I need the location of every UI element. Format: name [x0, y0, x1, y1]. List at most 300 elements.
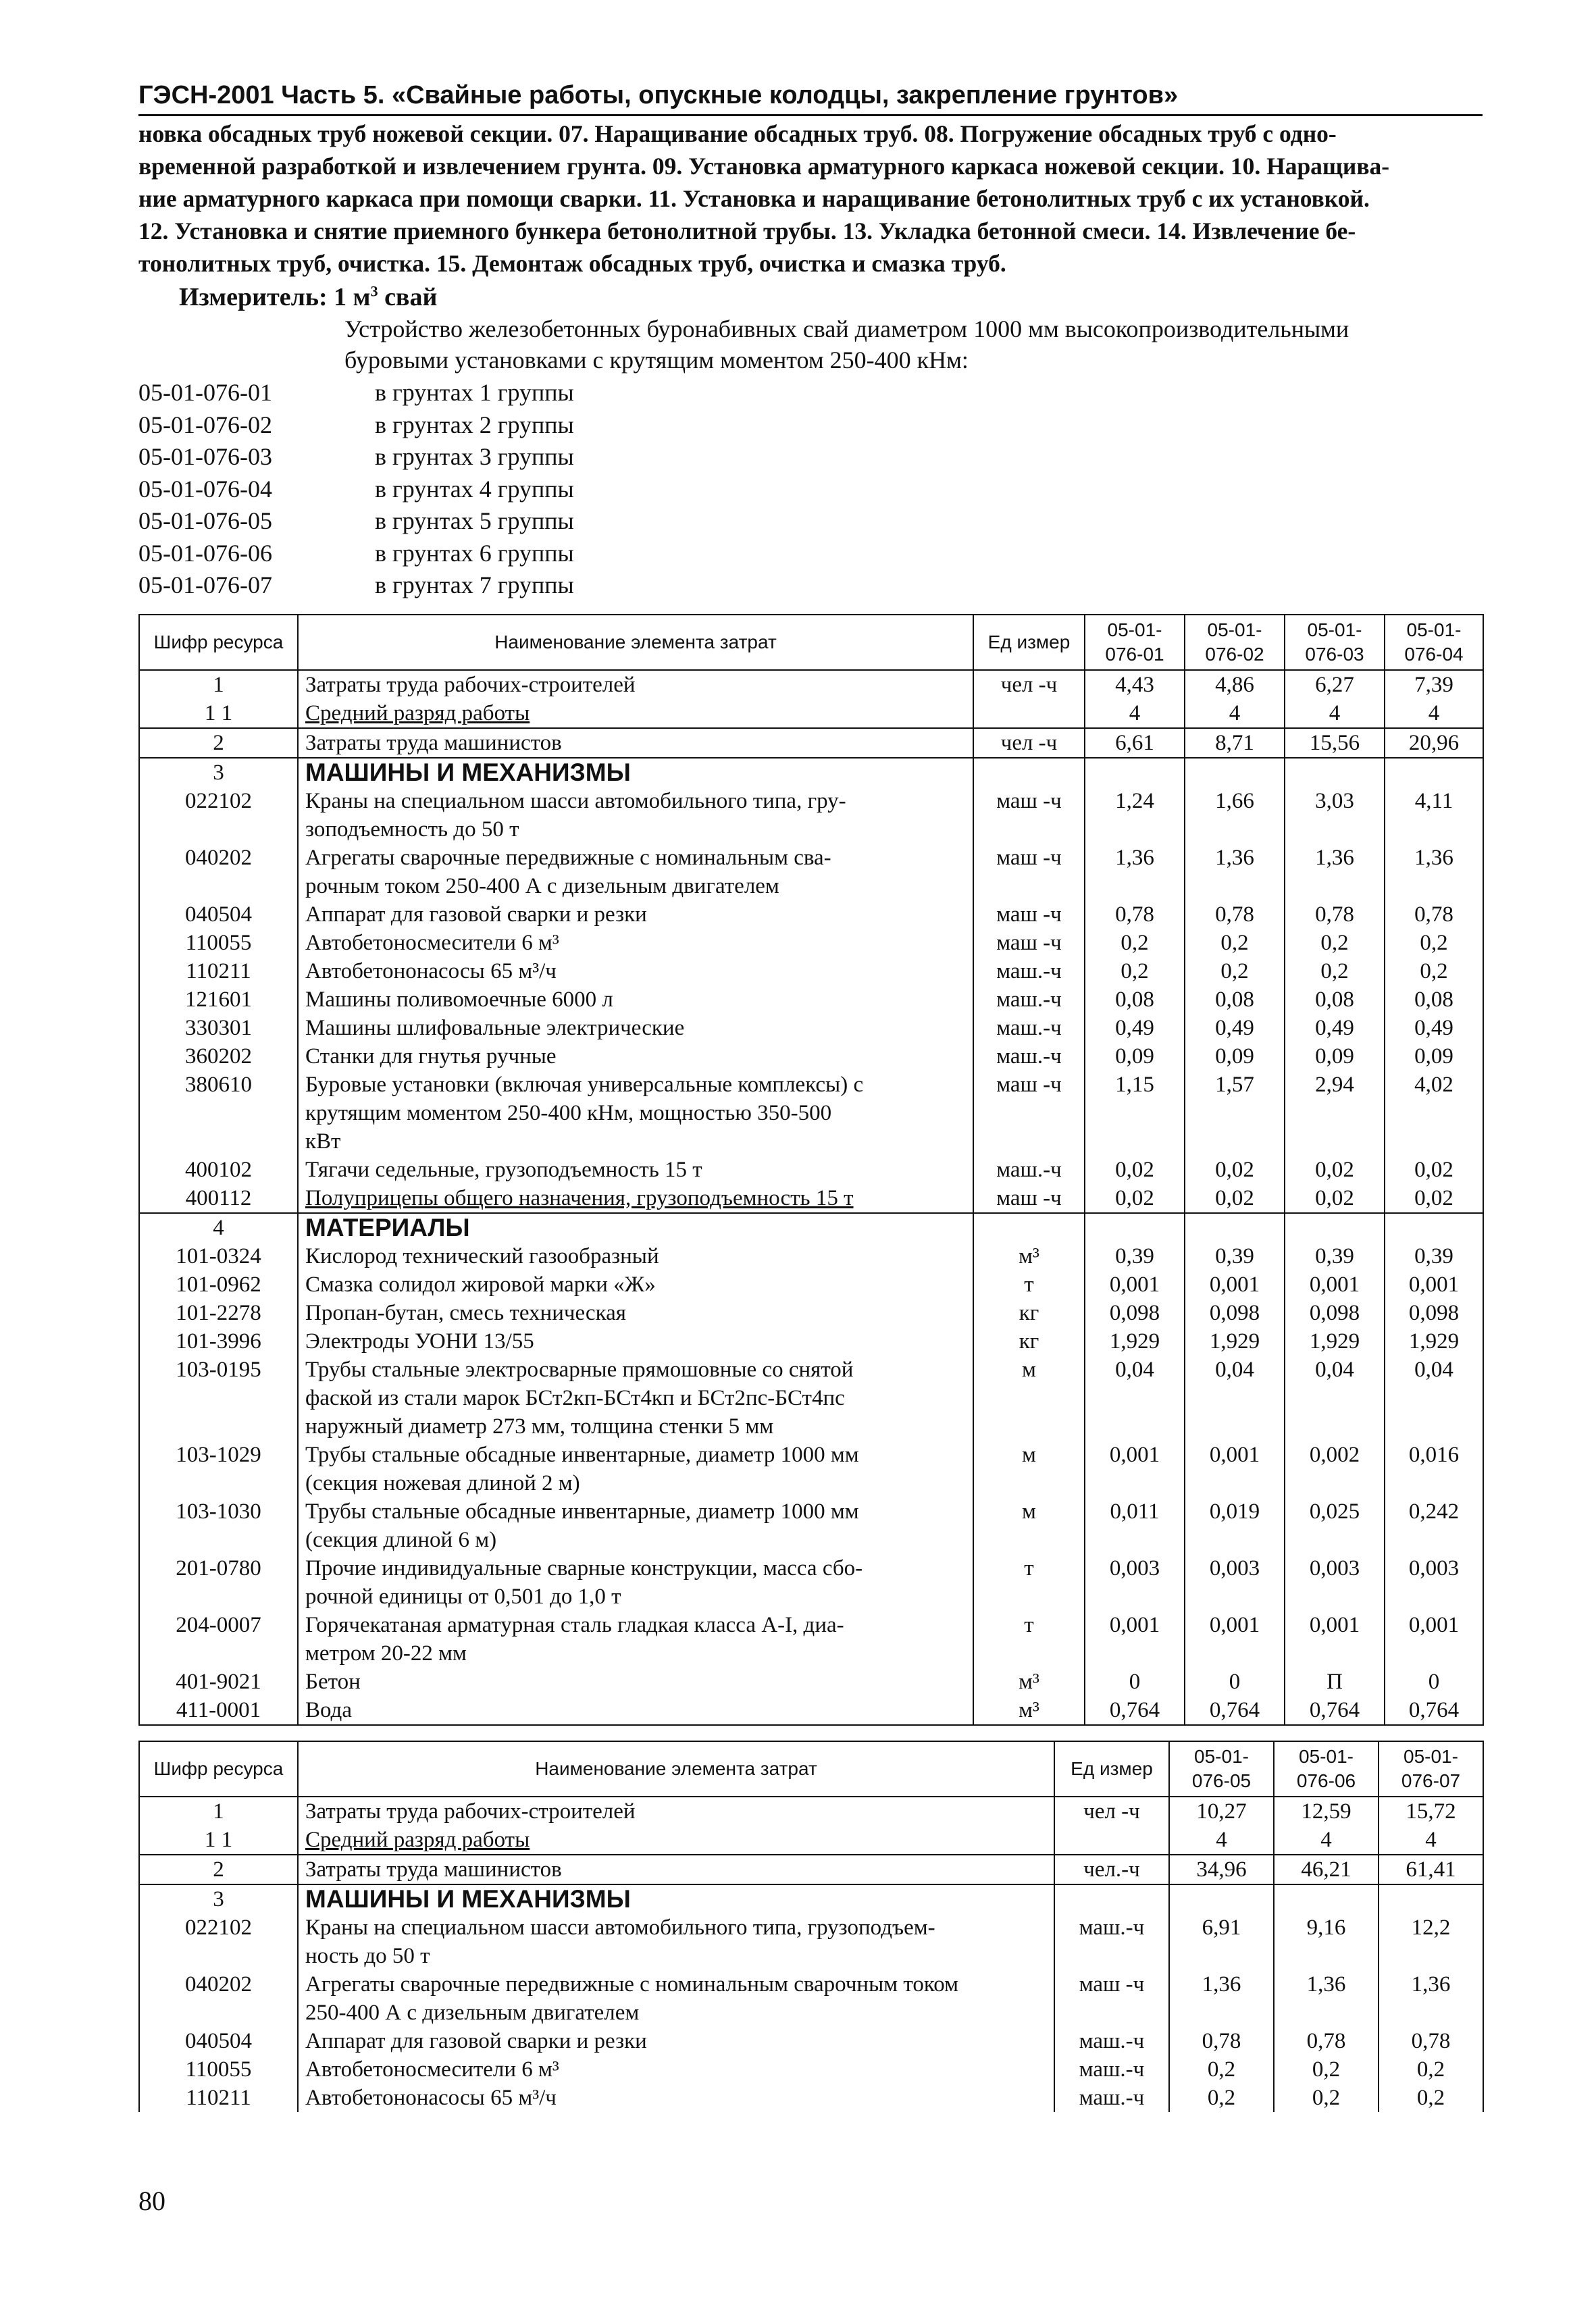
resource-value: 0,2: [1169, 2084, 1274, 2112]
table-row: [139, 670, 1483, 699]
table-row: [139, 1327, 1483, 1356]
table-row: [139, 2027, 1483, 2055]
resource-name-line: наружный диаметр 273 мм, толщина стенки 5 мм: [305, 1414, 774, 1439]
resource-value: 0,764: [1385, 1696, 1483, 1725]
resource-name-line: метром 20-22 мм: [305, 1641, 467, 1666]
variant-code: 05-01-076-01: [138, 379, 272, 406]
resource-code: 022102: [139, 787, 298, 844]
col-header-line: 05-01-: [1107, 619, 1162, 640]
resource-unit: маш -ч: [973, 1071, 1085, 1156]
resource-value: 4: [1274, 1826, 1379, 1855]
resource-name: [298, 1014, 973, 1042]
resource-unit: маш.-ч: [1054, 2055, 1169, 2084]
resource-value: 0,02: [1185, 1184, 1285, 1213]
resource-code: 101-0962: [139, 1270, 298, 1299]
resource-code: 1 1: [139, 1826, 298, 1855]
resource-name: [298, 2084, 1054, 2112]
resource-value: 0,78: [1085, 900, 1185, 929]
resource-name-line: крутящим моментом 250-400 кНм, мощностью 350-500: [305, 1100, 832, 1125]
intro-line: 12. Установка и снятие приемного бункера бетонолитной трубы. 13. Укладка бетонной смеси. 14. Извлечение бе-: [138, 217, 1356, 245]
resource-name-line: Машины шлифовальные электрические: [305, 1015, 685, 1040]
resource-value: 0,2: [1185, 957, 1285, 985]
resource-name: [298, 1884, 1054, 1913]
resource-unit: [1054, 1826, 1169, 1855]
variant-code: 05-01-076-06: [138, 539, 272, 567]
resource-value: 0,02: [1285, 1156, 1385, 1184]
variant-row: [138, 569, 1483, 602]
resource-code: 040202: [139, 1970, 298, 2027]
resource-value: [1285, 758, 1385, 787]
resource-value: 0,001: [1185, 1270, 1285, 1299]
header-row: [139, 1741, 1483, 1797]
resource-name-line: Автобетононасосы 65 м³/ч: [305, 958, 557, 983]
col-header-line: 076-01: [1105, 643, 1164, 665]
table-row: [139, 1797, 1483, 1826]
resource-value: [1274, 1884, 1379, 1913]
table-row: [139, 1184, 1483, 1213]
table-row: [139, 929, 1483, 957]
col-header-variant: [1169, 1741, 1274, 1797]
resource-name: [298, 1071, 973, 1156]
intro-line: новка обсадных труб ножевой секции. 07. Наращивание обсадных труб. 08. Погружение обсадных труб с одно-: [138, 120, 1337, 147]
variant-row: [138, 409, 1483, 442]
col-header-unit: Ед измер: [973, 615, 1085, 670]
resource-value: 0,49: [1385, 1014, 1483, 1042]
resource-name-line: Смазка солидол жировой марки «Ж»: [305, 1272, 656, 1297]
resource-name-line: Трубы стальные обсадные инвентарные, диаметр 1000 мм: [305, 1499, 859, 1524]
resource-value: 0,001: [1385, 1270, 1483, 1299]
resource-value: 9,16: [1274, 1913, 1379, 1970]
resource-name-line: Краны на специальном шасси автомобильного типа, гру-: [305, 788, 846, 813]
resource-value: 0,001: [1085, 1270, 1185, 1299]
resource-name-line: Средний разряд работы: [305, 700, 530, 725]
resource-name: [298, 985, 973, 1014]
resource-unit: т: [973, 1611, 1085, 1668]
resource-value: 1,36: [1379, 1970, 1483, 2027]
resource-value: 15,72: [1379, 1797, 1483, 1826]
table-row: [139, 699, 1483, 728]
resource-value: 0,016: [1385, 1441, 1483, 1497]
resource-value: 15,56: [1285, 728, 1385, 758]
table-row: [139, 1970, 1483, 2027]
resource-unit: кг: [973, 1299, 1085, 1327]
resource-code: 411-0001: [139, 1696, 298, 1725]
col-header-variant: [1185, 615, 1285, 670]
col-header-name: Наименование элемента затрат: [298, 615, 973, 670]
resource-code: 103-1029: [139, 1441, 298, 1497]
table-row: [139, 1554, 1483, 1611]
resource-code: 330301: [139, 1014, 298, 1042]
resource-name-line: фаской из стали марок БСт2кп-БСт4кп и БСт2пс-БСт4пс: [305, 1385, 845, 1410]
resource-name: [298, 1497, 973, 1554]
resource-value: [1169, 1884, 1274, 1913]
resource-code: 101-2278: [139, 1299, 298, 1327]
meter-value: [334, 283, 437, 311]
resource-value: 4: [1385, 699, 1483, 728]
resource-unit: маш -ч: [973, 1184, 1085, 1213]
resource-value: 4,02: [1385, 1071, 1483, 1156]
resource-name: [298, 1356, 973, 1441]
table-row: [139, 758, 1483, 787]
table-row: [139, 1299, 1483, 1327]
variant-text: в грунтах 6 группы: [375, 539, 574, 567]
resource-name-line: Автобетоносмесители 6 м³: [305, 930, 559, 955]
col-header-variant: [1085, 615, 1185, 670]
col-header-variant: [1285, 615, 1385, 670]
resource-unit: т: [973, 1554, 1085, 1611]
resource-name: [298, 1213, 973, 1242]
resource-name-line: Машины поливомоечные 6000 л: [305, 987, 613, 1012]
resource-value: 0,764: [1285, 1696, 1385, 1725]
resource-unit: маш.-ч: [1054, 1913, 1169, 1970]
resource-value: 0,78: [1274, 2027, 1379, 2055]
resource-value: 0,098: [1385, 1299, 1483, 1327]
resource-value: 0,764: [1085, 1696, 1185, 1725]
resource-value: 10,27: [1169, 1797, 1274, 1826]
table-row: [139, 1611, 1483, 1668]
resource-value: [1185, 1213, 1285, 1242]
resource-value: 4: [1085, 699, 1185, 728]
page-header: ГЭСН-2001 Часть 5. «Свайные работы, опускные колодцы, закрепление грунтов»: [138, 81, 1483, 116]
work-title: [344, 313, 1483, 376]
resource-value: 0,02: [1185, 1156, 1285, 1184]
resource-value: 61,41: [1379, 1855, 1483, 1884]
resource-name: [298, 1970, 1054, 2027]
resource-value: 1,24: [1085, 787, 1185, 844]
resource-code: 401-9021: [139, 1668, 298, 1696]
resource-value: 0,39: [1085, 1242, 1185, 1270]
resource-value: 0,49: [1285, 1014, 1385, 1042]
resource-value: 0,49: [1185, 1014, 1285, 1042]
resource-value: 0,2: [1085, 957, 1185, 985]
table-row: [139, 1071, 1483, 1156]
resource-value: 0,2: [1385, 957, 1483, 985]
table-row: [139, 1356, 1483, 1441]
col-header-line: 05-01-: [1207, 619, 1262, 640]
resource-unit: чел -ч: [973, 728, 1085, 758]
resource-value: 0,002: [1285, 1441, 1385, 1497]
resource-value: 1,57: [1185, 1071, 1285, 1156]
resource-value: 0,02: [1085, 1156, 1185, 1184]
table-row: [139, 1156, 1483, 1184]
resource-name: [298, 1611, 973, 1668]
resource-name: [298, 1156, 973, 1184]
resource-unit: м: [973, 1497, 1085, 1554]
resource-value: 0,001: [1085, 1611, 1185, 1668]
resource-name-line: Аппарат для газовой сварки и резки: [305, 2028, 647, 2053]
page-number: 80: [138, 2186, 165, 2216]
resource-value: 1,15: [1085, 1071, 1185, 1156]
resource-code: 4: [139, 1213, 298, 1242]
resource-name-line: Аппарат для газовой сварки и резки: [305, 902, 647, 927]
table-row: [139, 1014, 1483, 1042]
resource-code: 1 1: [139, 699, 298, 728]
resource-unit: [973, 699, 1085, 728]
resource-value: 3,03: [1285, 787, 1385, 844]
resource-value: 0,78: [1385, 900, 1483, 929]
resource-unit: т: [973, 1270, 1085, 1299]
resource-value: 1,36: [1169, 1970, 1274, 2027]
resource-value: 0,78: [1285, 900, 1385, 929]
resource-value: 0: [1385, 1668, 1483, 1696]
resource-value: 46,21: [1274, 1855, 1379, 1884]
resource-unit: маш.-ч: [973, 985, 1085, 1014]
resource-name-line: 250-400 А с дизельным двигателем: [305, 2000, 640, 2025]
resource-value: 0,39: [1285, 1242, 1385, 1270]
resource-code: 3: [139, 758, 298, 787]
resource-value: П: [1285, 1668, 1385, 1696]
resource-unit: чел.-ч: [1054, 1855, 1169, 1884]
variant-row: [138, 538, 1483, 570]
col-header-line: 076-06: [1296, 1770, 1356, 1791]
variant-code: 05-01-076-02: [138, 411, 272, 438]
resource-value: 0,001: [1285, 1611, 1385, 1668]
resource-value: 0,08: [1285, 985, 1385, 1014]
resource-value: 0: [1185, 1668, 1285, 1696]
resource-name-line: Автобетононасосы 65 м³/ч: [305, 2085, 557, 2110]
resource-unit: кг: [973, 1327, 1085, 1356]
table-row: [139, 1668, 1483, 1696]
resource-unit: маш.-ч: [973, 957, 1085, 985]
resource-code: 101-3996: [139, 1327, 298, 1356]
resource-name-line: рочным током 250-400 А с дизельным двигателем: [305, 873, 779, 898]
variant-text: в грунтах 5 группы: [375, 507, 574, 534]
resource-unit: м: [973, 1356, 1085, 1441]
resource-unit: м³: [973, 1696, 1085, 1725]
resource-unit: м³: [973, 1242, 1085, 1270]
col-header-line: 05-01-: [1404, 1745, 1458, 1767]
resource-value: 0,02: [1285, 1184, 1385, 1213]
resource-name: [298, 728, 973, 758]
resource-value: 0,09: [1085, 1042, 1185, 1071]
resource-value: 0,098: [1285, 1299, 1385, 1327]
resource-name-line: МАШИНЫ И МЕХАНИЗМЫ: [305, 1884, 631, 1913]
resource-value: 4,43: [1085, 670, 1185, 699]
variant-list: [138, 377, 1483, 602]
resource-code: 201-0780: [139, 1554, 298, 1611]
resource-name: [298, 1299, 973, 1327]
resource-value: [1185, 758, 1285, 787]
intro-text: [138, 118, 1483, 280]
resource-unit: маш -ч: [973, 787, 1085, 844]
resource-name: [298, 1696, 973, 1725]
table-row: [139, 728, 1483, 758]
col-header-name: Наименование элемента затрат: [298, 1741, 1054, 1797]
resource-value: 0: [1085, 1668, 1185, 1696]
resource-value: 0,2: [1274, 2055, 1379, 2084]
resource-name-line: ность до 50 т: [305, 1943, 430, 1968]
resource-value: 0,09: [1385, 1042, 1483, 1071]
resource-unit: маш.-ч: [1054, 2027, 1169, 2055]
table-row: [139, 900, 1483, 929]
table-row: [139, 1855, 1483, 1884]
resource-name-line: Трубы стальные обсадные инвентарные, диаметр 1000 мм: [305, 1442, 859, 1467]
resource-value: 4: [1185, 699, 1285, 728]
resource-value: 0,49: [1085, 1014, 1185, 1042]
resource-name: [298, 1826, 1054, 1855]
work-title-line: буровыми установками с крутящим моментом 250-400 кНм:: [344, 346, 969, 374]
col-header-line: 05-01-: [1299, 1745, 1354, 1767]
resource-value: 6,91: [1169, 1913, 1274, 1970]
resource-unit: чел -ч: [973, 670, 1085, 699]
resource-name-line: кВт: [305, 1129, 341, 1154]
resource-value: 0,04: [1085, 1356, 1185, 1441]
resource-value: 0,04: [1385, 1356, 1483, 1441]
resource-code: 103-1030: [139, 1497, 298, 1554]
resource-code: 040202: [139, 844, 298, 900]
resource-unit: м³: [973, 1668, 1085, 1696]
resource-value: 0,78: [1169, 2027, 1274, 2055]
resource-value: 8,71: [1185, 728, 1285, 758]
resource-name: [298, 699, 973, 728]
resource-value: 0,78: [1185, 900, 1285, 929]
resource-name: [298, 1668, 973, 1696]
resource-name-line: (секция длиной 6 м): [305, 1527, 497, 1552]
resource-name-line: Буровые установки (включая универсальные комплексы) с: [305, 1072, 864, 1097]
resource-code: 022102: [139, 1913, 298, 1970]
resource-value: 0,02: [1085, 1184, 1185, 1213]
table-row: [139, 1270, 1483, 1299]
resource-value: 12,59: [1274, 1797, 1379, 1826]
resource-name: [298, 2027, 1054, 2055]
resource-value: 1,929: [1285, 1327, 1385, 1356]
table-row: [139, 985, 1483, 1014]
resource-value: 4,11: [1385, 787, 1483, 844]
resource-value: 1,929: [1085, 1327, 1185, 1356]
resource-value: 0,003: [1385, 1554, 1483, 1611]
col-header-line: 076-02: [1205, 643, 1264, 665]
resource-value: 0,011: [1085, 1497, 1185, 1554]
resource-value: 1,36: [1185, 844, 1285, 900]
intro-line: тонолитных труб, очистка. 15. Демонтаж обсадных труб, очистка и смазка труб.: [138, 250, 1006, 277]
table-row: [139, 1884, 1483, 1913]
resource-name: [298, 1270, 973, 1299]
resource-name: [298, 1797, 1054, 1826]
resource-value: [1379, 1884, 1483, 1913]
resource-name-line: Прочие индивидуальные сварные конструкции, масса сбо-: [305, 1555, 863, 1580]
resource-value: 0,019: [1185, 1497, 1285, 1554]
resource-name: [298, 1327, 973, 1356]
resource-name-line: Тягачи седельные, грузоподъемность 15 т: [305, 1157, 702, 1182]
resource-name: [298, 1242, 973, 1270]
resource-unit: маш -ч: [973, 900, 1085, 929]
resource-name-line: Горячекатаная арматурная сталь гладкая класса А-I, диа-: [305, 1612, 844, 1637]
resource-value: 0,2: [1185, 929, 1285, 957]
resource-name-line: Трубы стальные электросварные прямошовные со снятой: [305, 1357, 854, 1382]
resource-name-line: Затраты труда рабочих-строителей: [305, 1799, 636, 1824]
resource-name: [298, 2055, 1054, 2084]
resource-name-line: Затраты труда машинистов: [305, 1857, 562, 1882]
resource-name-line: (секция ножевая длиной 2 м): [305, 1470, 580, 1495]
resource-value: 0,2: [1379, 2055, 1483, 2084]
resource-unit: [973, 758, 1085, 787]
resource-value: [1385, 758, 1483, 787]
variant-text: в грунтах 1 группы: [375, 379, 574, 406]
resource-value: 12,2: [1379, 1913, 1483, 1970]
table-row: [139, 1497, 1483, 1554]
meter-label: Измеритель:: [179, 283, 328, 311]
resource-code: 040504: [139, 2027, 298, 2055]
resource-value: [1385, 1213, 1483, 1242]
resource-unit: [1054, 1884, 1169, 1913]
resource-value: 0,08: [1085, 985, 1185, 1014]
variant-text: в грунтах 3 группы: [375, 443, 574, 470]
resource-value: 7,39: [1385, 670, 1483, 699]
resource-value: 0,2: [1169, 2055, 1274, 2084]
resource-code: 204-0007: [139, 1611, 298, 1668]
resource-code: 121601: [139, 985, 298, 1014]
resource-value: 4: [1169, 1826, 1274, 1855]
meter-unit: 1 м: [334, 283, 371, 311]
table-row: [139, 1913, 1483, 1970]
table-row: [139, 787, 1483, 844]
resource-value: 1,929: [1185, 1327, 1285, 1356]
variant-row: [138, 505, 1483, 538]
resource-value: 0,08: [1185, 985, 1285, 1014]
variant-code: 05-01-076-04: [138, 475, 272, 503]
variant-row: [138, 377, 1483, 409]
resource-name: [298, 844, 973, 900]
resource-name-line: МАТЕРИАЛЫ: [305, 1213, 470, 1241]
resource-name: [298, 670, 973, 699]
resource-unit: маш -ч: [1054, 1970, 1169, 2027]
resource-value: 0,003: [1185, 1554, 1285, 1611]
resource-value: 0,025: [1285, 1497, 1385, 1554]
resource-name-line: Полуприцепы общего назначения, грузоподъемность 15 т: [305, 1185, 854, 1210]
col-header-variant: [1385, 615, 1483, 670]
resource-code: 103-0195: [139, 1356, 298, 1441]
resource-code: 400102: [139, 1156, 298, 1184]
resource-name-line: зоподъемность до 50 т: [305, 817, 519, 842]
resource-name: [298, 1184, 973, 1213]
resource-value: 0,242: [1385, 1497, 1483, 1554]
resource-name-line: Агрегаты сварочные передвижные с номинальным сварочным током: [305, 1972, 958, 1997]
resource-name: [298, 900, 973, 929]
resource-name-line: Электроды УОНИ 13/55: [305, 1329, 534, 1354]
col-header-line: 05-01-: [1406, 619, 1462, 640]
resource-code: 2: [139, 728, 298, 758]
variant-row: [138, 473, 1483, 506]
resource-table-2: [138, 1741, 1484, 2112]
resource-value: 4: [1379, 1826, 1483, 1855]
col-header-code: Шифр ресурса: [139, 615, 298, 670]
resource-code: 110055: [139, 929, 298, 957]
resource-value: 0,003: [1285, 1554, 1385, 1611]
resource-value: 0,001: [1185, 1611, 1285, 1668]
resource-value: 6,61: [1085, 728, 1185, 758]
resource-value: 0,098: [1085, 1299, 1185, 1327]
work-title-line: Устройство железобетонных буронабивных свай диаметром 1000 мм высокопроизводительными: [344, 315, 1349, 342]
resource-table-1: [138, 614, 1484, 1726]
resource-code: 1: [139, 1797, 298, 1826]
resource-value: 0,39: [1385, 1242, 1483, 1270]
resource-value: [1285, 1213, 1385, 1242]
resource-code: 360202: [139, 1042, 298, 1071]
resource-value: 4: [1285, 699, 1385, 728]
variant-text: в грунтах 7 группы: [375, 571, 574, 598]
resource-unit: маш -ч: [973, 844, 1085, 900]
resource-value: 0,2: [1379, 2084, 1483, 2112]
document-page: [138, 81, 1483, 2112]
variant-text: в грунтах 2 группы: [375, 411, 574, 438]
col-header-variant: [1274, 1741, 1379, 1797]
resource-name: [298, 1913, 1054, 1970]
resource-value: 1,36: [1285, 844, 1385, 900]
resource-value: 0,09: [1185, 1042, 1285, 1071]
resource-value: 1,929: [1385, 1327, 1483, 1356]
resource-unit: маш -ч: [973, 929, 1085, 957]
resource-name-line: рочной единицы от 0,501 до 1,0 т: [305, 1584, 621, 1609]
